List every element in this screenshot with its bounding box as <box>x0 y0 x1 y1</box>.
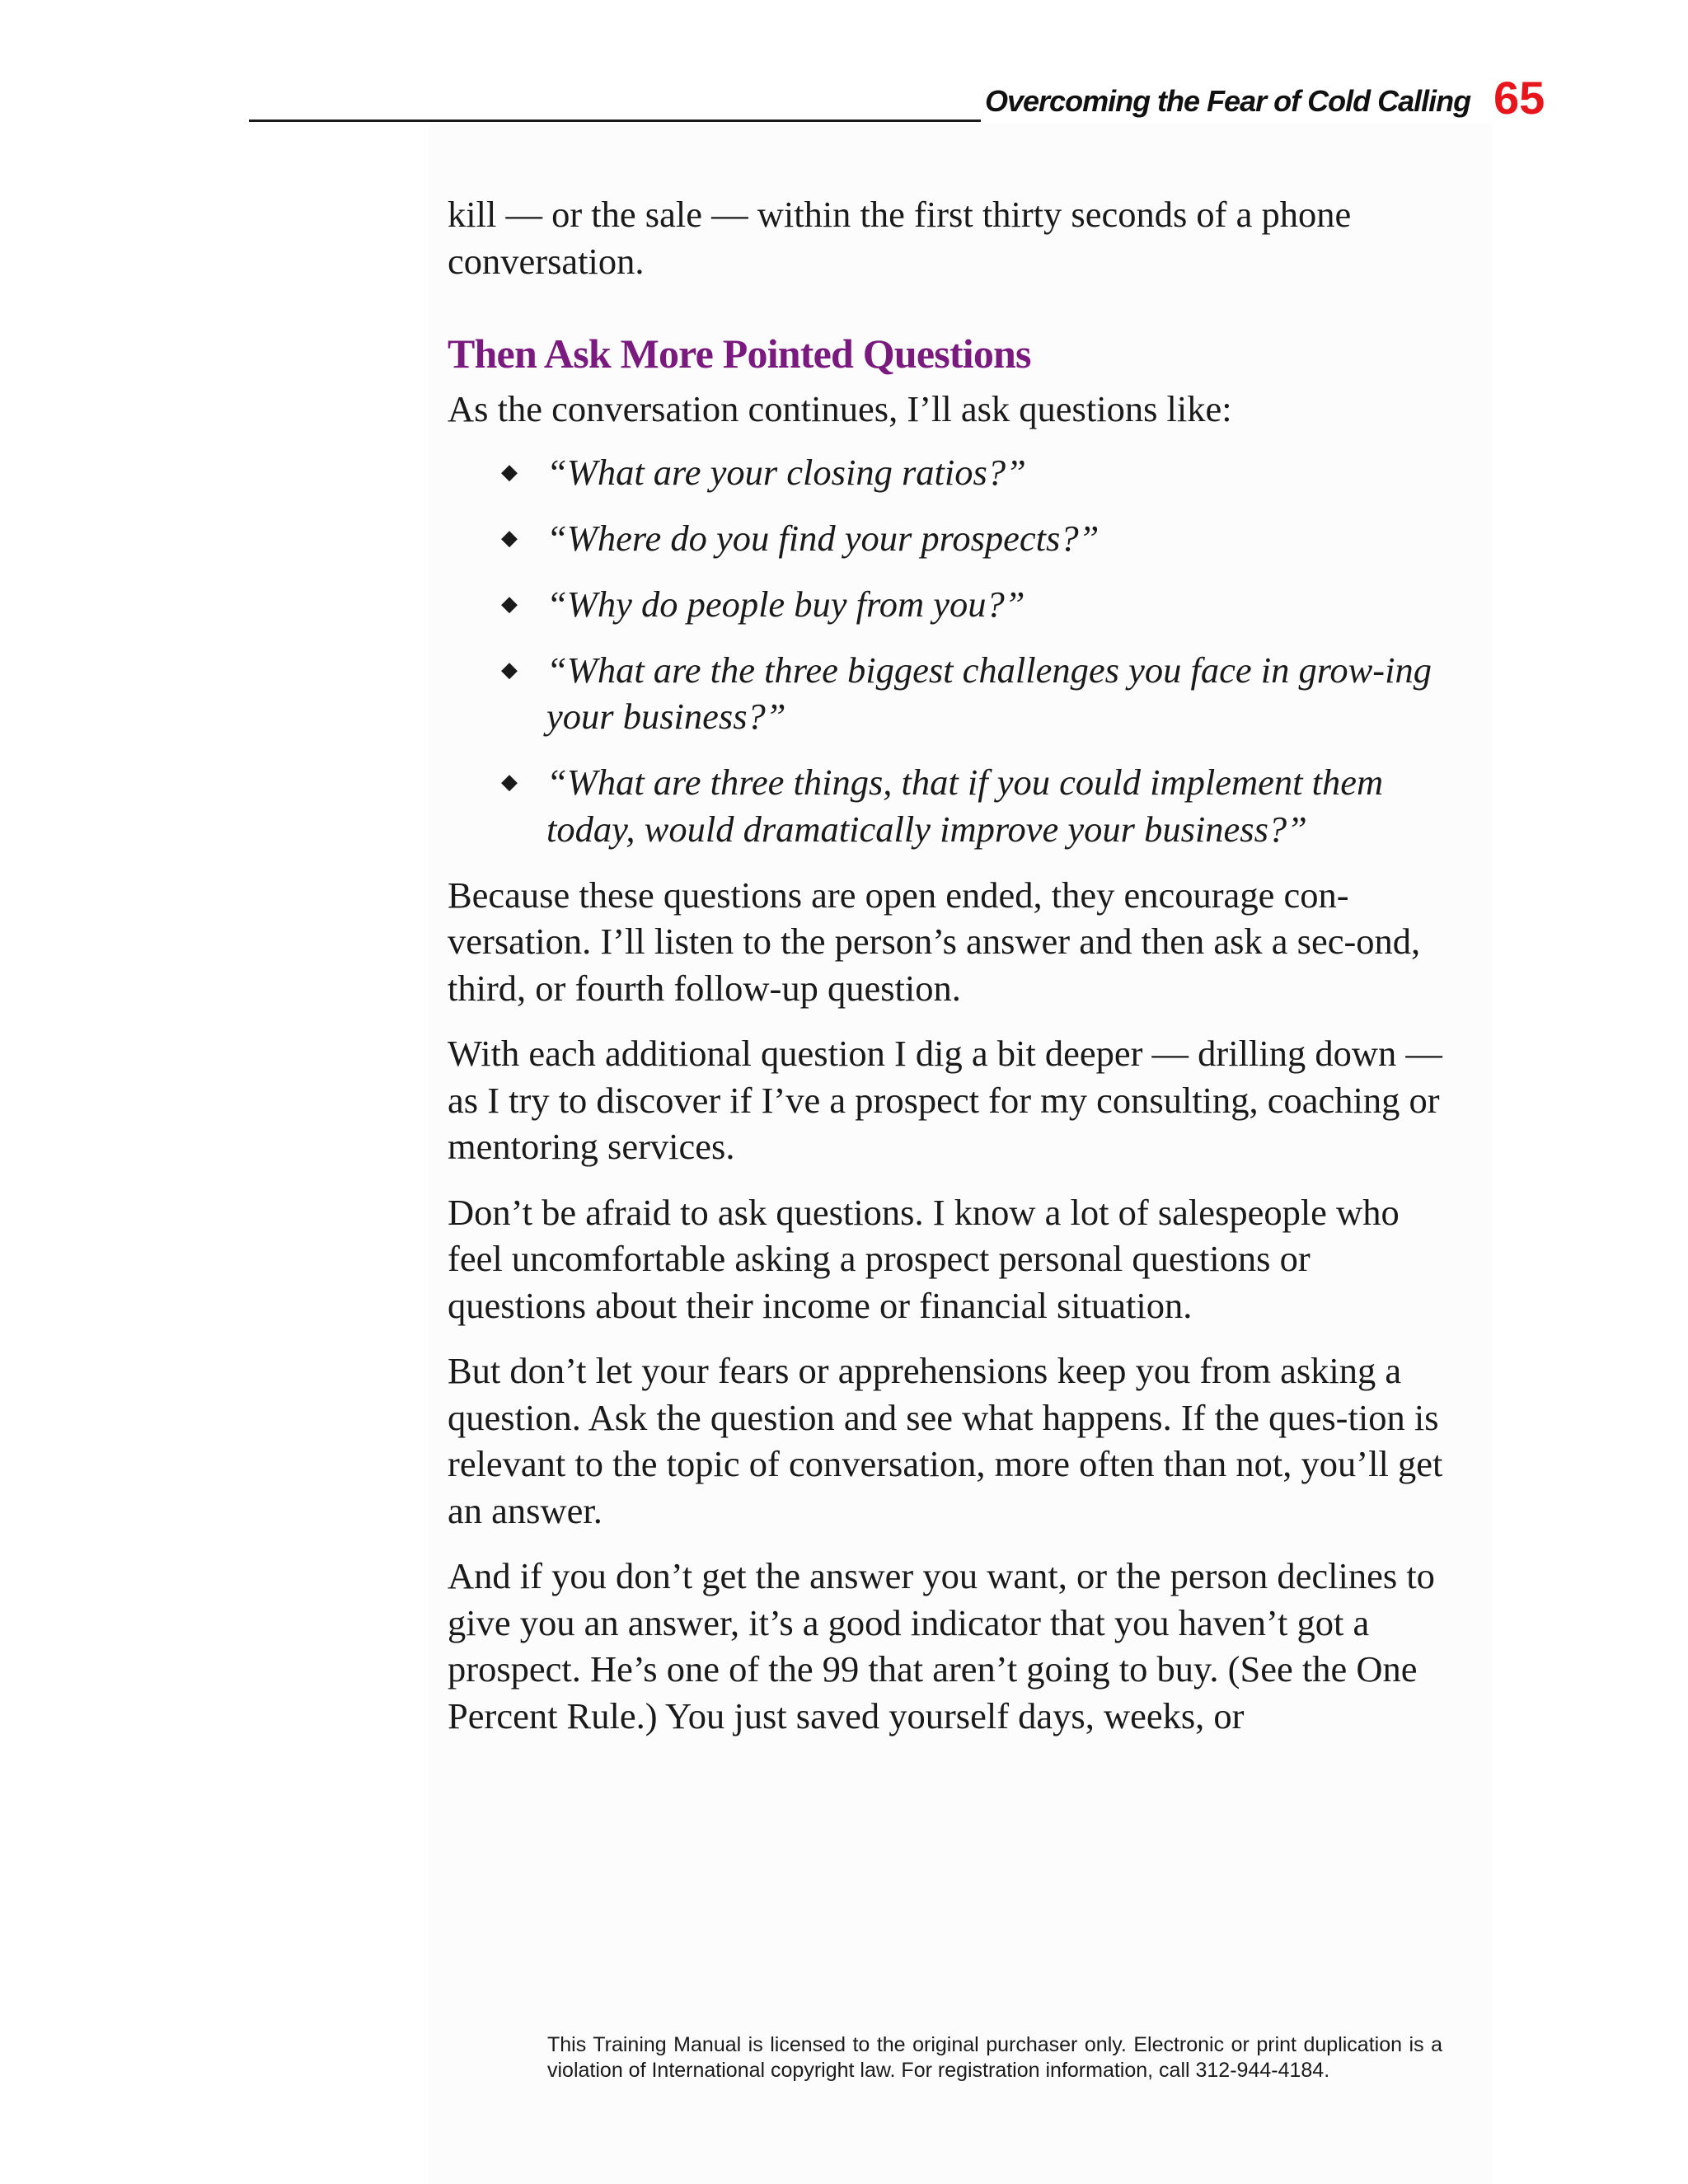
running-title: Overcoming the Fear of Cold Calling <box>985 84 1471 118</box>
body-paragraph: And if you don’t get the answer you want, or the person declines to give you an answer, it’s a good indicator that you haven’t got a prospect. He’s one of the 99 that aren’t going to buy. (See the One Percent Rule.) You just saved yourself days, weeks, or <box>448 1555 1435 1736</box>
question-text: “What are three things, that if you could implement them today, would dramatically improve your business?” <box>546 762 1384 850</box>
diamond-bullet-icon: ◆ <box>501 657 518 682</box>
page-body <box>448 191 1445 1758</box>
page-number: 65 <box>1493 72 1545 124</box>
question-text: “Where do you find your prospects?” <box>546 517 1100 559</box>
diamond-bullet-icon: ◆ <box>501 770 518 794</box>
diamond-bullet-icon: ◆ <box>501 525 518 550</box>
question-text: “Why do people buy from you?” <box>546 583 1025 625</box>
body-paragraph: Because these questions are open ended, they encourage con-versation. I’ll listen to the person’s answer and then ask a sec-ond, third, or fourth follow-up question. <box>448 874 1421 1009</box>
body-paragraph: But don’t let your fears or apprehensions keep you from asking a question. Ask the question and see what happens. If the ques-tion is relevant to the topic of conversation, more often than not, you’ll get an answer. <box>448 1350 1443 1531</box>
diamond-bullet-icon: ◆ <box>501 591 518 616</box>
license-notice: This Training Manual is licensed to the original purchaser only. Electronic or print duplication is a violation of International copyright law. For registration information, call 312-944-4184. <box>547 2033 1442 2082</box>
list-item <box>448 515 1445 562</box>
diamond-bullet-icon: ◆ <box>501 459 518 484</box>
body-paragraph: With each additional question I dig a bit deeper — drilling down — as I try to discover if I’ve a prospect for my consulting, coaching or mentoring services. <box>448 1033 1442 1167</box>
question-list <box>448 449 1445 853</box>
continuation-paragraph: kill — or the sale — within the first thirty seconds of a phone conversation. <box>448 194 1352 282</box>
question-text: “What are your closing ratios?” <box>546 451 1026 493</box>
section-heading: Then Ask More Pointed Questions <box>448 330 1031 377</box>
list-item <box>448 759 1445 852</box>
body-paragraph: Don’t be afraid to ask questions. I know a lot of salespeople who feel uncomfortable asking a prospect personal questions or questions about their income or financial situation. <box>448 1191 1400 1326</box>
intro-paragraph: As the conversation continues, I’ll ask questions like: <box>448 388 1232 429</box>
list-item <box>448 449 1445 496</box>
list-item <box>448 647 1445 740</box>
list-item <box>448 581 1445 628</box>
header-rule <box>249 120 981 122</box>
question-text: “What are the three biggest challenges you face in grow-ing your business?” <box>546 649 1432 737</box>
